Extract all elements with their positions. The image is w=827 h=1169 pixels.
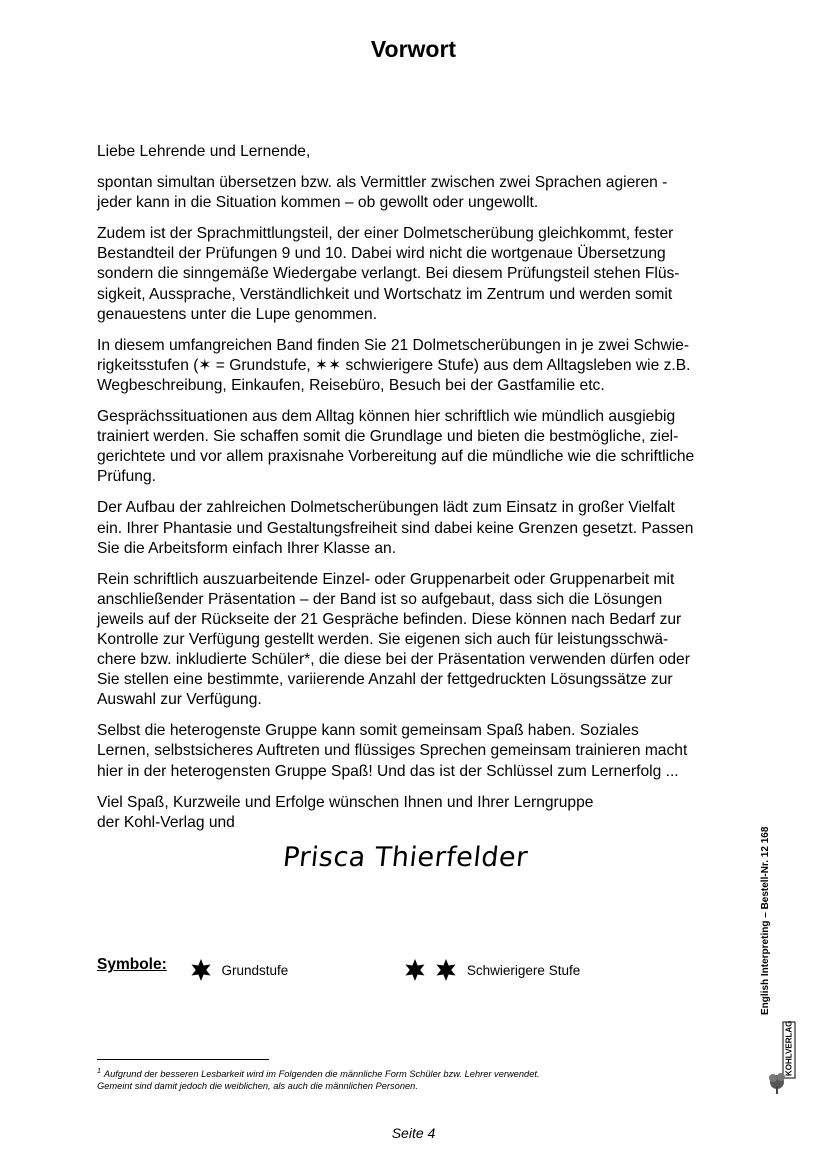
paragraph-4: Gesprächssituationen aus dem Alltag können hier schriftlich wie mündlich ausgiebig trainiert werden. Sie schaffen somit die Grundlage und bieten die bestmögliche, ziel- gerichtete und vor allem praxisnahe Vorbereitung auf die mündliche wie die schriftliche Prüfung.	[97, 408, 695, 486]
star-icon	[434, 958, 458, 982]
svg-text:KOHLVERLAG: KOHLVERLAG	[784, 1020, 794, 1076]
publisher-logo	[767, 1020, 797, 1095]
closing: Viel Spaß, Kurzweile und Erfolge wünschen Ihnen und Ihrer Lerngruppe der Kohl-Verlag und	[97, 793, 594, 831]
footnote	[97, 1066, 617, 1092]
symbol-advanced-label: Schwierigere Stufe	[466, 962, 581, 978]
star-icon	[189, 958, 213, 982]
symbol-advanced	[403, 958, 580, 982]
paragraph-1: spontan simultan übersetzen bzw. als Vermittler zwischen zwei Sprachen agieren - jeder kann in die Situation kommen – ob gewollt oder ungewollt.	[97, 174, 668, 212]
symbols-label: Symbole:	[97, 956, 167, 973]
star-icon	[403, 958, 427, 982]
signature: Prisca Thierfelder	[281, 842, 530, 873]
paragraph-5: Der Aufbau der zahlreichen Dolmetscherübungen lädt zum Einsatz in großer Vielfalt ein. Ihrer Phantasie und Gestaltungsfreiheit sind dabei keine Grenzen gesetzt. Passen Sie die Arbeitsform einfach Ihrer Klasse an.	[97, 499, 694, 557]
foreword-body	[97, 142, 747, 844]
footnote-text: Aufgrund der besseren Lesbarkeit wird im Folgenden die männliche Form Schüler bzw. Lehrer verwendet. Gemeint sind damit jedoch die weiblichen, als auch die männlichen Personen.	[97, 1069, 540, 1091]
paragraph-6: Rein schriftlich auszuarbeitende Einzel- oder Gruppenarbeit oder Gruppenarbeit mit anschließender Präsentation – der Band ist so aufgebaut, dass sich die Lösungen jeweils auf der Rückseite der 21 Gespräche befinden. Diese können nach Bedarf zur Kontrolle zur Verfügung gestellt werden. Sie eigenen sich auch für leistungsschwä- chere bzw. inkludierte Schüler*, die diese bei der Präsentation verwenden dürfen oder Sie stellen eine bestimmte, variierende Anzahl der fettgedruckten Lösungssätze zur Auswahl zur Verfügung.	[97, 570, 690, 709]
footnote-divider	[97, 1059, 269, 1060]
paragraph-2: Zudem ist der Sprachmittlungsteil, der einer Dolmetscherübung gleichkommt, fester Bestandteil der Prüfungen 9 und 10. Dabei wird nicht die wortgenaue Übersetzung sondern die sinngemäße Wiedergabe verlangt. Bei diesem Prüfungsteil stehen Flüs- sigkeit, Aussprache, Verständlichkeit und Wortschatz im Zentrum und werden somit genauestens unter die Lupe genommen.	[97, 225, 680, 323]
paragraph-3: In diesem umfangreichen Band finden Sie 21 Dolmetscherübungen in je zwei Schwie- rigkeitsstufen (✶ = Grundstufe, ✶✶ schwierigere Stufe) aus dem Alltagsleben wie z.B. Wegbeschreibung, Einkaufen, Reisebüro, Besuch bei der Gastfamilie etc.	[97, 336, 691, 394]
page-number: Seite 4	[391, 1125, 436, 1141]
side-order-text: English Interpreting – Bestell-Nr. 12 168	[760, 826, 771, 1015]
greeting: Liebe Lehrende und Lernende,	[97, 143, 311, 160]
symbol-basic-label: Grundstufe	[221, 962, 289, 978]
paragraph-7: Selbst die heterogenste Gruppe kann somit gemeinsam Spaß haben. Soziales Lernen, selbstsicheres Auftreten und flüssiges Sprechen gemeinsam trainieren macht hier in der heterogensten Gruppe Spaß! Und das ist der Schlüssel zum Lernerfolg ...	[97, 722, 688, 780]
footnote-marker: 1	[97, 1068, 101, 1075]
page-title: Vorwort	[370, 36, 457, 62]
symbol-basic	[189, 958, 288, 982]
